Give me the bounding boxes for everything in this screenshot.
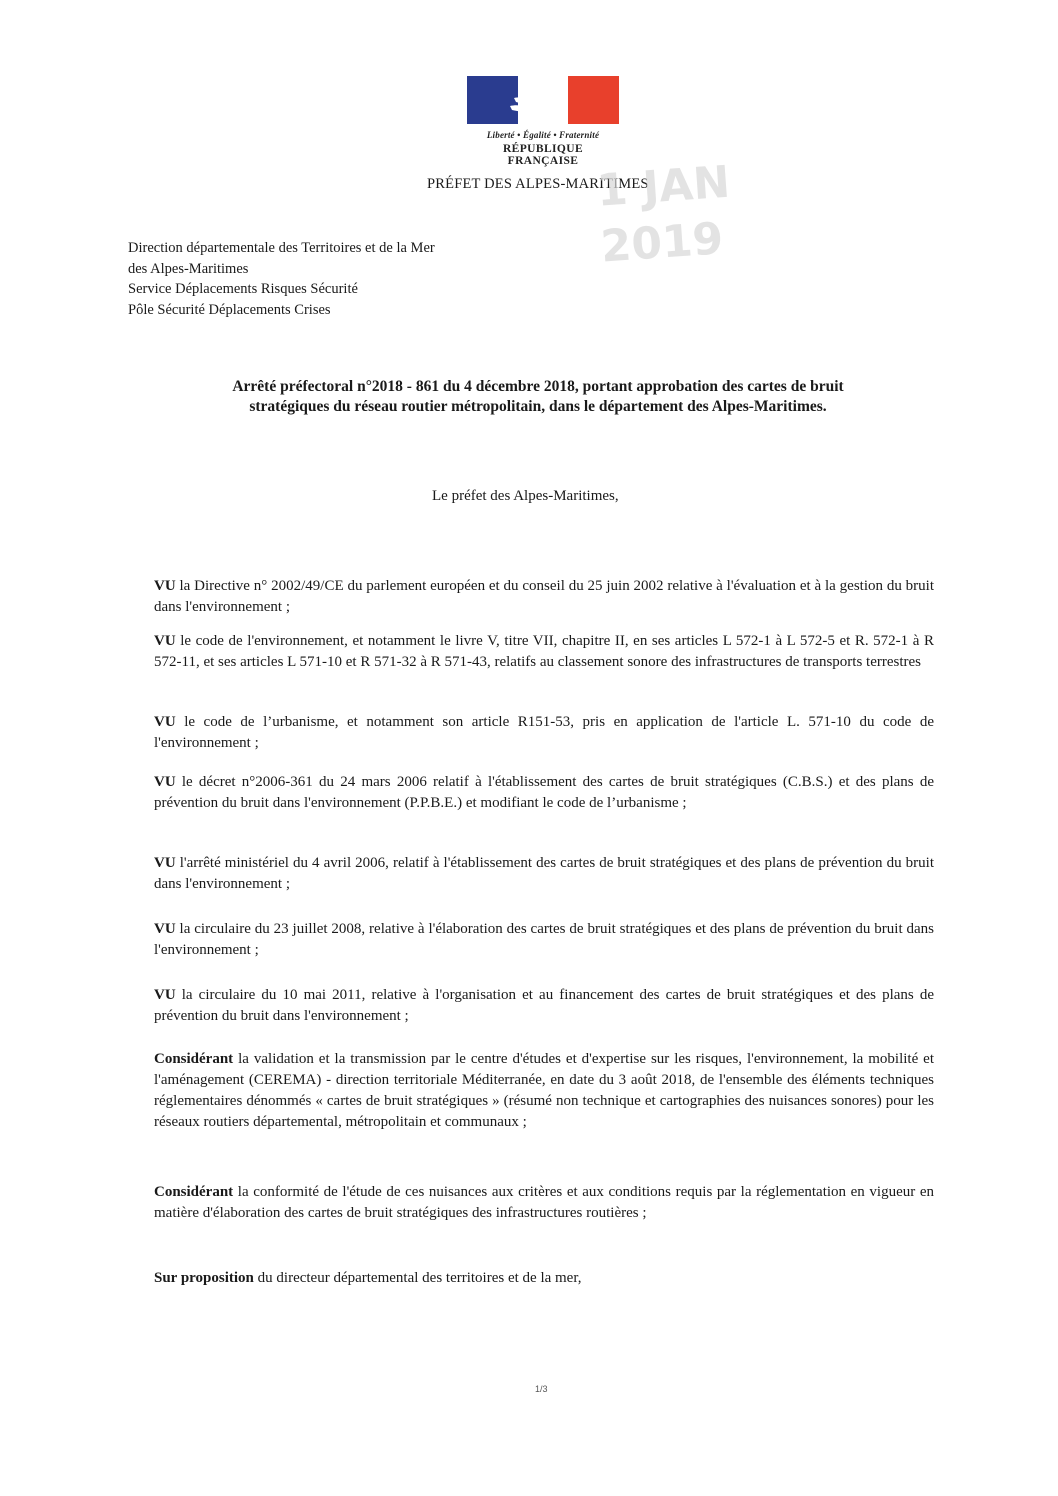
title-line-1: Arrêté préfectoral n°2018 - 861 du 4 décembre 2018, portant approbation des cartes de bruit [232, 378, 844, 395]
paragraph-lead: VU [154, 578, 176, 594]
service-line-4: Pôle Sécurité Déplacements Crises [128, 301, 331, 318]
service-line-3: Service Déplacements Risques Sécurité [128, 281, 358, 297]
document-title [128, 377, 948, 417]
paragraph-vu-code-environnement [154, 631, 934, 673]
paragraph-vu-code-urbanisme [154, 712, 934, 754]
paragraph-sur-proposition [154, 1268, 934, 1289]
paragraph-lead: VU [154, 987, 176, 1003]
paragraph-text: le décret n°2006-361 du 24 mars 2006 relatif à l'établissement des cartes de bruit stratégiques (C.B.S.) et des plans de prévention du bruit dans l'environnement (P.P.B.E.) et modifiant le code de l’urbanisme ; [154, 774, 934, 811]
motto: Liberté • Égalité • Fraternité [486, 130, 600, 140]
paragraph-lead: Considérant [154, 1051, 234, 1067]
service-block [128, 238, 435, 320]
paragraph-vu-circulaire-2011 [154, 985, 934, 1027]
prefet-header: PRÉFET DES ALPES-MARITIMES [427, 176, 649, 192]
page-number: 1/3 [535, 1384, 548, 1394]
marianne-icon [502, 76, 582, 124]
paragraph-vu-directive [154, 576, 934, 618]
service-line-2: des Alpes-Maritimes [128, 260, 249, 277]
paragraph-text: la circulaire du 10 mai 2011, relative à l'organisation et au financement des cartes de bruit stratégiques et des plans de prévention du bruit dans l'environnement ; [154, 987, 934, 1024]
republique-logo [467, 76, 619, 167]
paragraph-lead: VU [154, 633, 176, 649]
paragraph-text: la validation et la transmission par le centre d'études et d'expertise sur les risques, l'environnement, la mobilité et l'aménagement (CEREMA) - direction territoriale Méditerranée, en date du 3 août 2018, de l'ensemble des éléments techniques réglementaires dénommés « cartes de bruit stratégiques » (résumé non technique et cartographies des nuisances sonores) pour les réseaux routiers départemental, métropolitain et communaux ; [154, 1051, 934, 1130]
paragraph-vu-decret [154, 772, 934, 814]
paragraph-text: la Directive n° 2002/49/CE du parlement européen et du conseil du 25 juin 2002 relative à l'évaluation et à la gestion du bruit dans l'environnement ; [154, 578, 934, 615]
paragraph-text: la conformité de l'étude de ces nuisances aux critères et aux conditions requis par la réglementation en vigueur en matière d'élaboration des cartes de bruit stratégiques des infrastructures routières ; [154, 1184, 934, 1221]
paragraph-text: la circulaire du 23 juillet 2008, relative à l'élaboration des cartes de bruit stratégiques et des plans de prévention du bruit dans l'environnement ; [154, 921, 934, 958]
paragraph-vu-arrete-ministeriel [154, 853, 934, 895]
paragraph-considerant-conformite [154, 1182, 934, 1224]
title-line-2: stratégiques du réseau routier métropolitain, dans le département des Alpes-Maritimes. [249, 398, 827, 415]
paragraph-lead: Sur proposition [154, 1270, 254, 1286]
paragraph-vu-circulaire-2008 [154, 919, 934, 961]
tricolor-flag [467, 76, 619, 124]
paragraph-lead: VU [154, 774, 176, 790]
paragraph-text: du directeur départemental des territoires et de la mer, [253, 1270, 582, 1286]
stamp-text: 1 JAN 2019 [595, 156, 732, 273]
salutation: Le préfet des Alpes-Maritimes, [432, 488, 619, 504]
paragraph-lead: VU [154, 921, 176, 937]
paragraph-lead: Considérant [154, 1184, 234, 1200]
republique-francaise: RÉPUBLIQUE FRANÇAISE [502, 143, 584, 167]
paragraph-text: l'arrêté ministériel du 4 avril 2006, relatif à l'établissement des cartes de bruit stratégiques et des plans de prévention du bruit dans l'environnement ; [154, 855, 934, 892]
paragraph-text: le code de l’urbanisme, et notamment son article R151-53, pris en application de l'article L. 571-10 du code de l'environnement ; [154, 714, 934, 751]
service-line-1: Direction départementale des Territoires et de la Mer [128, 240, 435, 256]
received-stamp [595, 146, 855, 313]
paragraph-lead: VU [154, 714, 176, 730]
paragraph-considerant-validation [154, 1049, 934, 1133]
paragraph-lead: VU [154, 855, 176, 871]
paragraph-text: le code de l'environnement, et notamment le livre V, titre VII, chapitre II, en ses articles L 572-1 à L 572-5 et R. 572-1 à R 572-11, et ses articles L 571-10 et R 571-32 à R 571-43, relatifs au classement sonore des infrastructures de transports terrestres [154, 633, 934, 670]
